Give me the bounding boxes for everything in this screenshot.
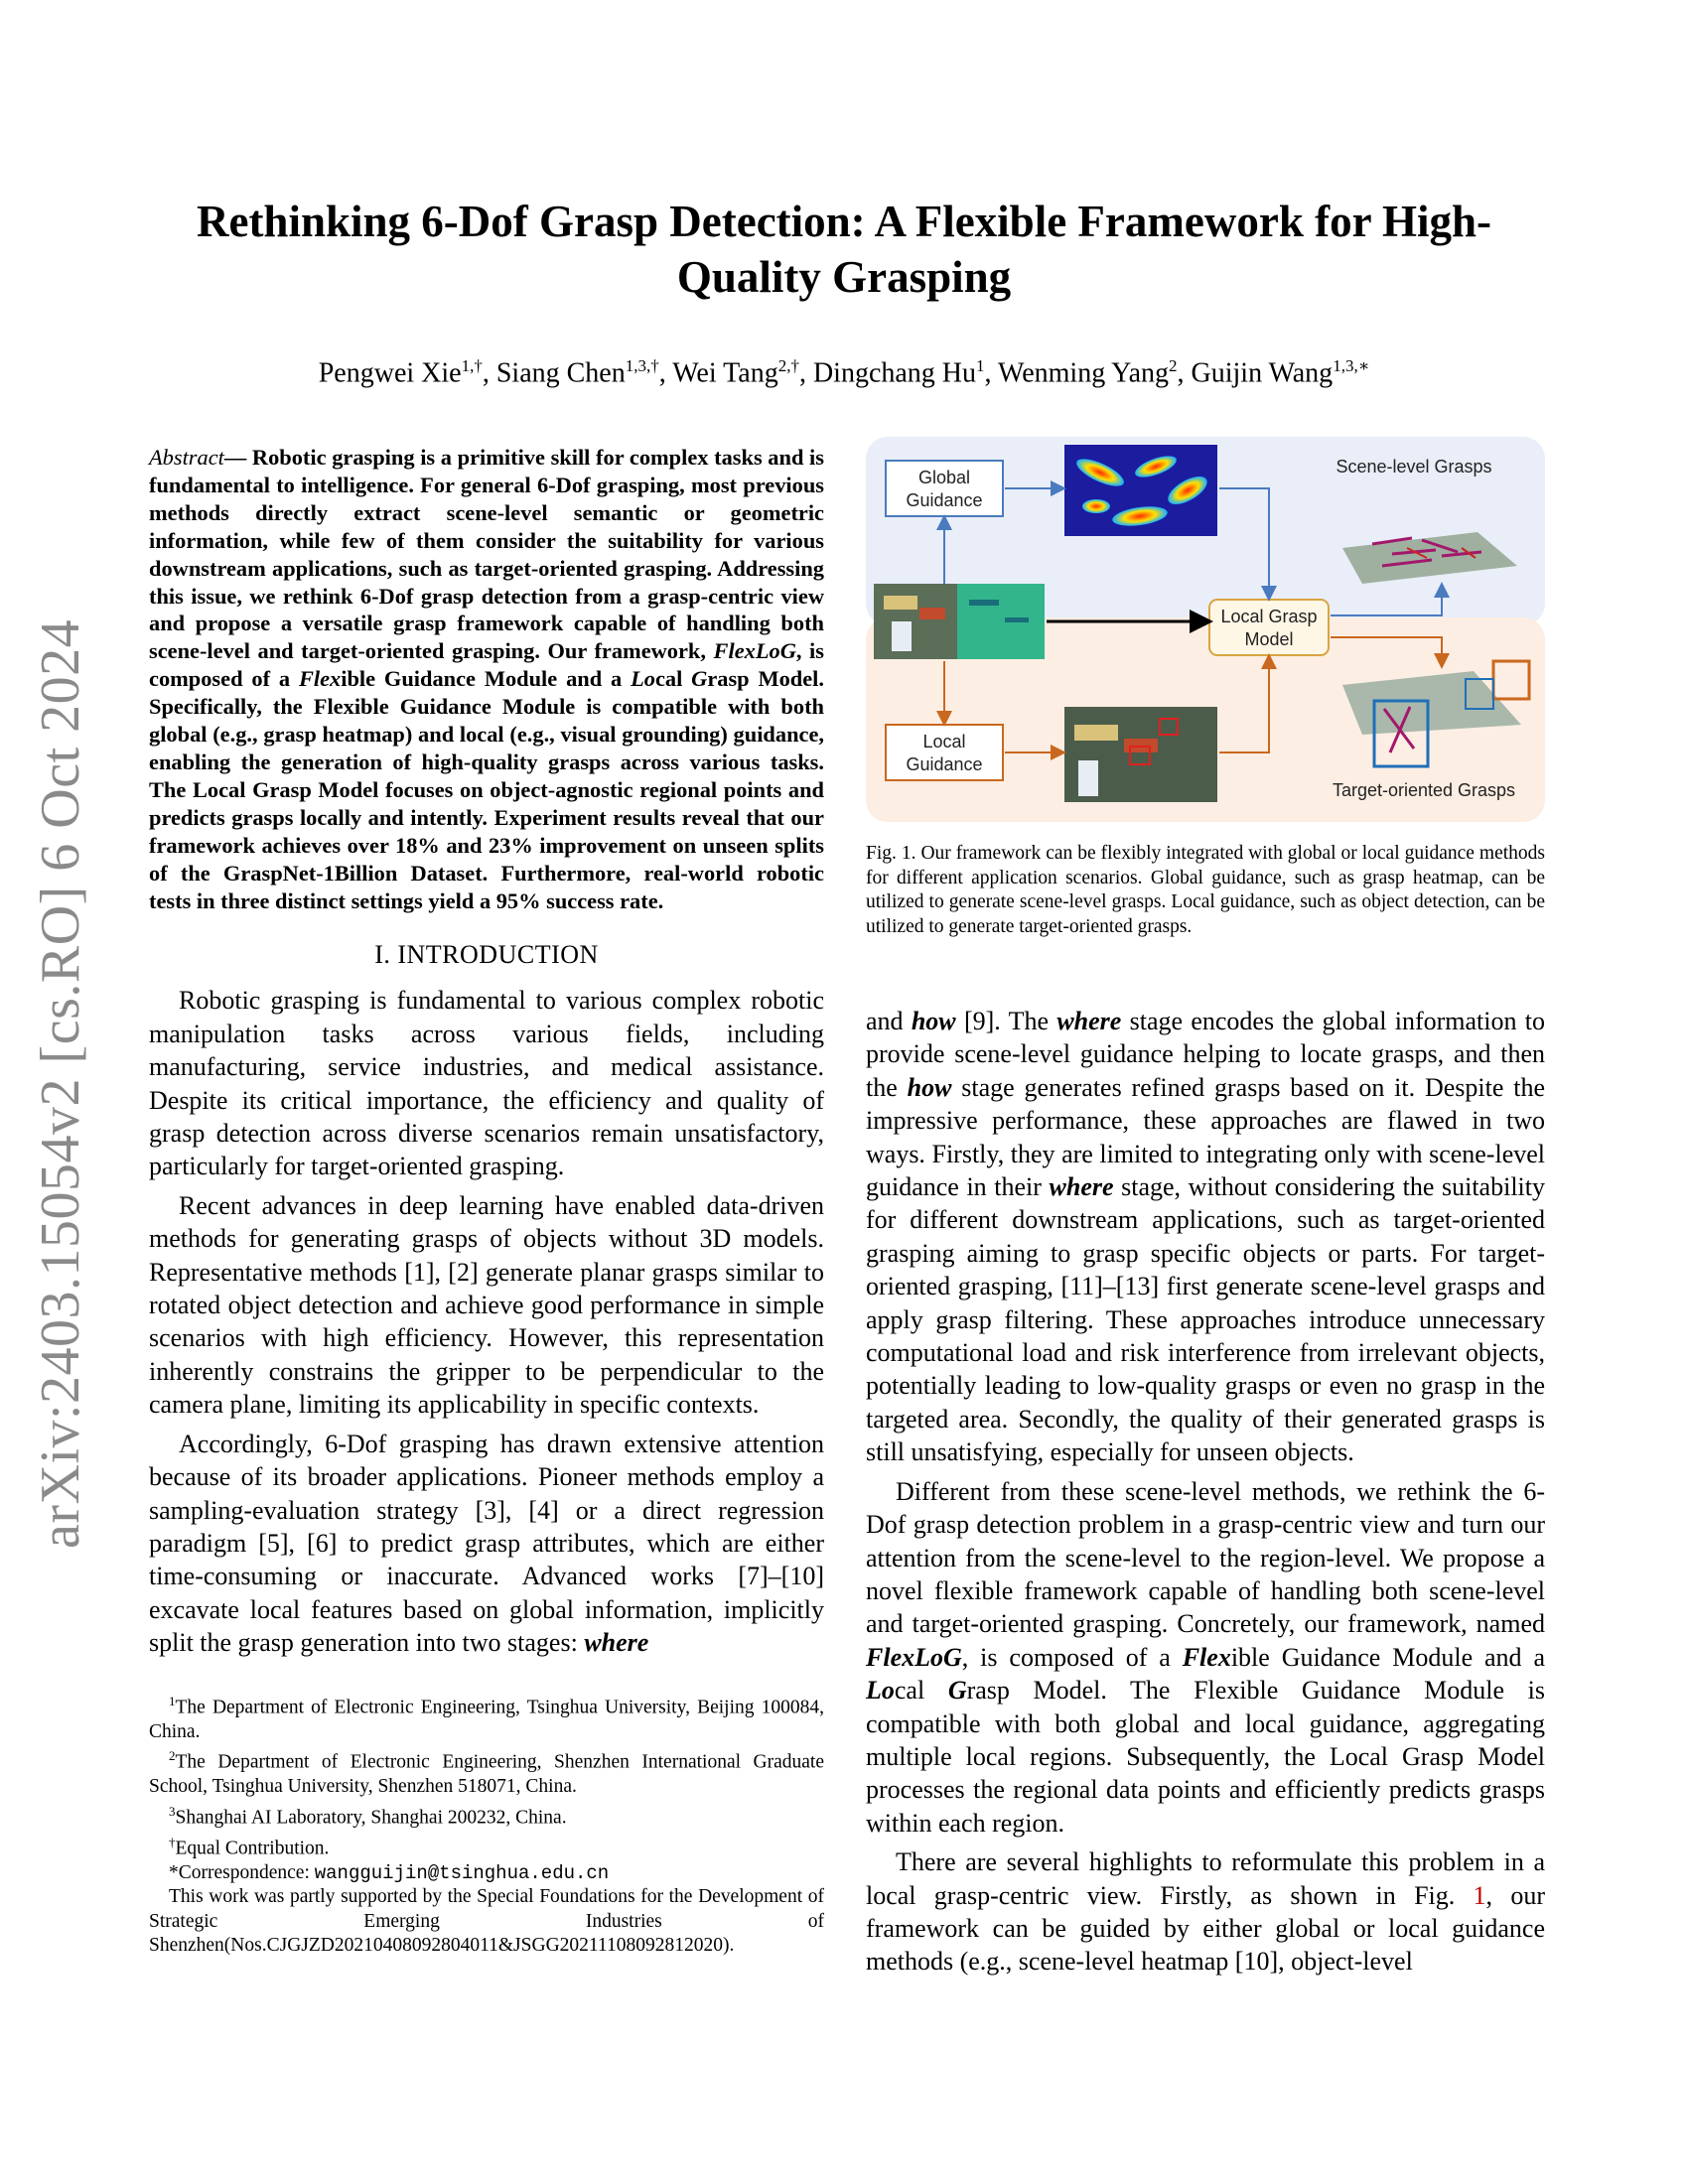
footnote: $^3$Shanghai AI Laboratory, Shanghai 200232, China. xyxy=(169,1803,567,1829)
abstract: Abstract— Robotic grasping is a primitive skill for complex tasks and is fundamental to intelligence. For general 6-Dof grasping, most previous methods directly extract scene-level semantic or geometric information, while few of them consider the suitability for various downstream applications, such as target-oriented grasping. Addressing this issue, we rethink 6-Dof grasp detection from a grasp-centric view and propose a versatile grasp framework capable of handling both scene-level and target-oriented grasping. Our framework, FlexLoG, is composed of a Flexible Guidance Module and a Local Grasp Model. Specifically, the Flexible Guidance Module is compatible with both global (e.g., grasp heatmap) and local (e.g., visual grounding) guidance, enabling the generation of high-quality grasps across various tasks. The Local Grasp Model focuses on object-agnostic regional points and predicts grasps locally and intently. Experiment results reveal that our framework achieves over 18% and 23% improvement on unseen splits of the GraspNet-1Billion Dataset. Furthermore, real-world robotic tests in three distinct settings yield a 95% success rate. xyxy=(149,445,824,913)
local-guidance-label-1: Local xyxy=(922,732,966,751)
author-list: Pengwei Xie$^{1,\dagger}$, Siang Chen$^{1,3,\dagger}$, Wei Tang$^{2,\dagger}$, Dingchang Hu$^1$, Wenming Yang$^2$, Guijin Wang$^{1,3,∗}$ xyxy=(318,356,1370,389)
scene-level-grasps-label: Scene-level Grasps xyxy=(1336,457,1492,477)
local-grasp-model-label-1: Local Grasp xyxy=(1220,607,1318,626)
author: Wenming Yang xyxy=(998,357,1170,389)
paragraph: Robotic grasping is fundamental to various complex robotic manipulation tasks across various fields, including manufacturing, service industries, and medical assistance. Despite its critical importance, the efficiency and quality of grasp detection across diverse scenarios remain unsatisfactory, particularly for target-oriented grasping. xyxy=(149,986,824,1181)
left-column xyxy=(149,444,824,1959)
right-column xyxy=(866,437,1545,1984)
paragraph: and how [9]. The where stage encodes the global information to provide scene-level guidance helping to locate grasps, and then the how stage generates refined grasps based on it. Despite the impressive performance, these approaches are flawed in two ways. Firstly, they are limited to integrating only with scene-level guidance in their where stage, without considering the suitability for different downstream applications, such as target-oriented grasping aiming to grasp specific objects or parts. For target-oriented grasping, [11]–[13] first generate scene-level grasps and apply grasp filtering. These approaches introduce unnecessary computational load and risk interference from irrelevant objects, potentially leading to low-quality grasps or even no grasp in the targeted area. Secondly, the quality of their generated grasps is still unsatisfying, especially for unseen objects. xyxy=(866,1007,1545,1467)
framework-diagram xyxy=(866,437,1545,822)
depth-input-image xyxy=(957,584,1045,659)
footnote: †Equal Contribution. xyxy=(169,1834,330,1859)
correspondence-email[interactable]: wangguijin@tsinghua.edu.cn xyxy=(314,1861,610,1884)
author: Guijin Wang xyxy=(1191,357,1334,389)
footnote: *Correspondence: wangguijin@tsinghua.edu.cn xyxy=(169,1861,610,1884)
footnote: This work was partly supported by the Special Foundations for the Development of Strategic Emerging Industries of Shenzhen(Nos.CJGJZD20210408092804011&JSGG20211108092812020). xyxy=(149,1886,824,1957)
global-guidance-label-1: Global xyxy=(917,468,971,487)
figure-1 xyxy=(866,437,1545,822)
author: Dingchang Hu xyxy=(812,357,977,389)
local-grasp-model-label-2: Model xyxy=(1244,629,1294,649)
paper-title: Rethinking 6-Dof Grasp Detection: A Flexible Framework for High-Quality Grasping xyxy=(196,197,1492,302)
global-guidance-label-2: Guidance xyxy=(906,490,983,510)
figure-reference-link[interactable]: 1 xyxy=(1473,1880,1486,1910)
author: Siang Chen xyxy=(495,357,626,389)
rgb-input-image xyxy=(874,584,957,659)
paragraph: Different from these scene-level methods, we rethink the 6-Dof grasp detection problem in a grasp-centric view and turn our attention from the scene-level to the region-level. We propose a novel flexible framework capable of handling both scene-level and target-oriented grasping. Concretely, our framework, named FlexLoG, is composed of a Flexible Guidance Module and a Local Grasp Model. The Flexible Guidance Module is compatible with both global and local guidance, aggregating multiple local regions. Subsequently, the Local Grasp Model processes the regional data points and efficiently predicts grasps within each region. xyxy=(866,1476,1545,1838)
figure-caption: Fig. 1. Our framework can be flexibly integrated with global or local guidance methods for different application scenarios. Global guidance, such as grasp heatmap, can be utilized to generate scene-level grasps. Local guidance, such as object detection, can be utilized to generate target-oriented grasps. xyxy=(866,843,1545,937)
target-oriented-grasps-label: Target-oriented Grasps xyxy=(1332,780,1516,800)
paragraph: There are several highlights to reformulate this problem in a local grasp-centric view. Firstly, as shown in Fig. 1, our framework can be guided by either global or local guidance methods (e.g., scene-level heatmap [10], object-level xyxy=(866,1847,1545,1977)
right-body xyxy=(866,1005,1545,1979)
paragraph: Accordingly, 6-Dof grasping has drawn extensive attention because of its broader applications. Pioneer methods employ a sampling-evaluation strategy [3], [4] or a direct regression paradigm [5], [6] to predict grasp attributes, which are either time-consuming or inaccurate. Advanced works [7]–[10] excavate local features based on global information, implicitly split the grasp generation into two stages: where xyxy=(149,1429,824,1658)
section-heading-introduction: I. INTRODUCTION xyxy=(374,940,599,970)
author: Pengwei Xie xyxy=(318,357,462,389)
local-guidance-label-2: Guidance xyxy=(906,754,983,774)
footnote: $^2$The Department of Electronic Engineering, Shenzhen International Graduate School, Tsinghua University, Shenzhen 518071, China. xyxy=(149,1748,824,1798)
intro-body xyxy=(149,984,824,1659)
author: Wei Tang xyxy=(672,357,778,389)
paragraph: Recent advances in deep learning have enabled data-driven methods for generating grasps of objects without 3D models. Representative methods [1], [2] generate planar grasps similar to rotated object detection and achieve good performance in simple scenarios with high efficiency. However, this representation inherently constrains the gripper to be perpendicular to the camera plane, limiting its applicability in specific contexts. xyxy=(149,1190,824,1420)
arxiv-stamp: arXiv:2403.15054v2 [cs.RO] 6 Oct 2024 xyxy=(30,618,91,1549)
footnote: $^1$The Department of Electronic Engineering, Tsinghua University, Beijing 100084, China. xyxy=(149,1693,824,1742)
footnotes xyxy=(149,1690,824,1959)
